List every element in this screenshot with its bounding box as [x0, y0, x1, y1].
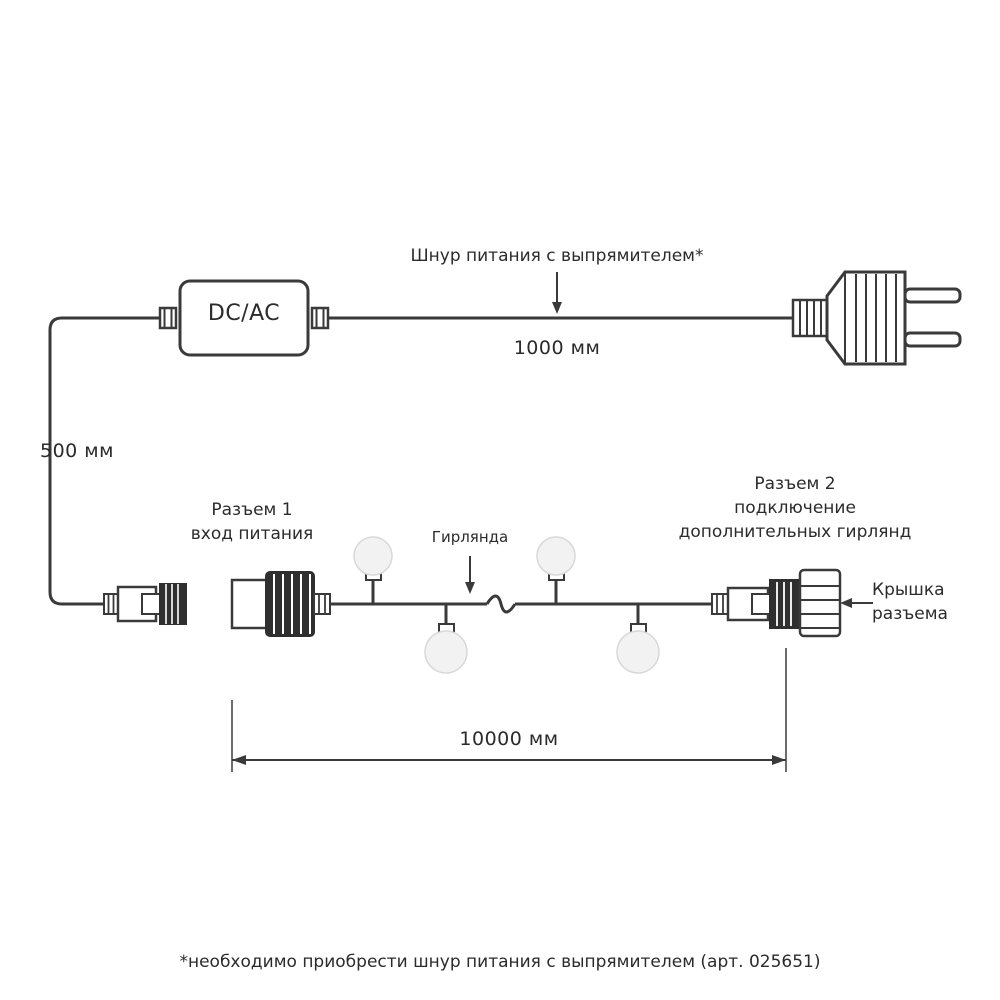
- cap-label-line2: разъема: [872, 604, 948, 624]
- garland-group: [100, 537, 873, 673]
- garland-label: Гирлянда: [431, 528, 509, 546]
- cord-length-label: 1000 мм: [513, 337, 601, 359]
- bulb-up-2: [537, 537, 575, 604]
- cap-label-line1: Крышка: [872, 580, 945, 600]
- ferrule-after-connector1: [314, 594, 330, 614]
- ferrule-before-connector2: [712, 594, 728, 614]
- europlug-body: [827, 272, 960, 364]
- dcac-label: DC/AC: [207, 301, 281, 326]
- dimension-garland-length: [232, 648, 786, 772]
- bulb-down-2: [617, 604, 659, 673]
- connector-cap: [800, 570, 840, 636]
- connector-output-2: [712, 580, 798, 628]
- power-cord-pointer: [552, 272, 562, 314]
- power-cord-label: Шнур питания с выпрямителем*: [410, 246, 704, 266]
- ferrule-left-small: [104, 594, 118, 614]
- cable-break-mark: [487, 596, 515, 612]
- garland-pointer: [465, 556, 475, 594]
- footnote-label: *необходимо приобрести шнур питания с выпрямителем (арт. 025651): [179, 952, 821, 972]
- connector1-label-line1: Разъем 1: [211, 500, 293, 520]
- connector1-label-line2: вход питания: [190, 524, 314, 544]
- connector-male-left: [100, 584, 186, 624]
- plug-sleeve: [793, 300, 827, 336]
- bulb-up-1: [354, 537, 392, 604]
- connector2-label-line2: подключение: [734, 498, 856, 518]
- connector-female-input: [232, 572, 330, 636]
- bulb-down-1: [425, 604, 467, 673]
- input-length-label: 500 мм: [40, 440, 114, 462]
- connector2-label-line1: Разъем 2: [754, 474, 836, 494]
- garland-length-label: 10000 мм: [459, 728, 559, 750]
- cable-ferrule-right: [312, 308, 328, 328]
- cable-ferrule-left: [160, 308, 176, 328]
- cap-pointer: [840, 598, 873, 608]
- connector2-label-line3: дополнительных гирлянд: [678, 522, 912, 542]
